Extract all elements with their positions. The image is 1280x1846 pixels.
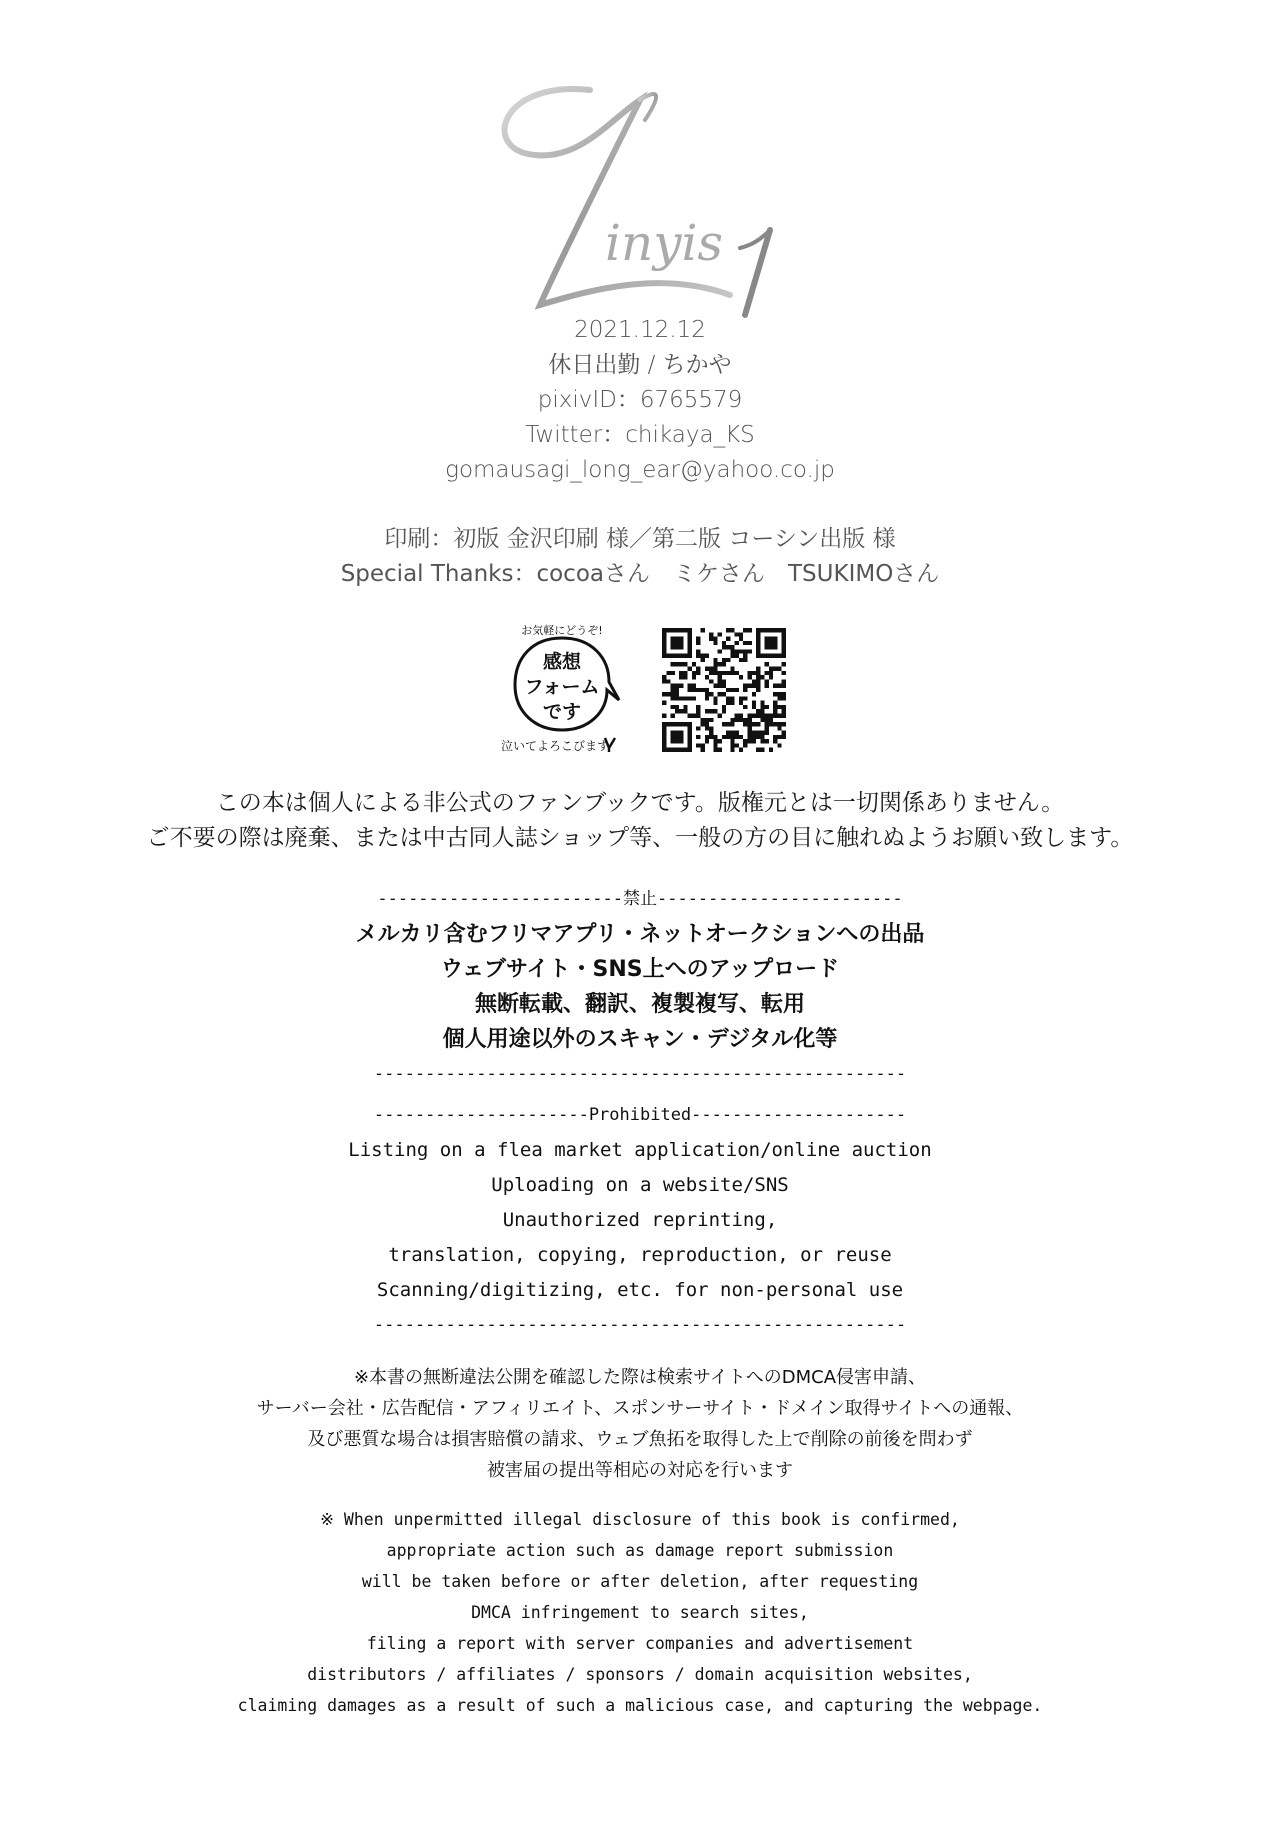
- dmca-en-line: appropriate action such as damage report submission: [386, 1541, 894, 1560]
- prohibited-en-item: Uploading on a website/SNS: [491, 1174, 789, 1196]
- dmca-en-line: distributors / affiliates / sponsors / domain acquisition websites,: [307, 1665, 973, 1684]
- twitter-handle: Twitter：chikaya_KS: [525, 422, 755, 448]
- svg-text:inyis: inyis: [605, 214, 724, 272]
- dmca-en-line: claiming damages as a result of such a malicious case, and capturing the webpage.: [237, 1696, 1043, 1715]
- prohibited-jp-footer: ----------------------------------------------------: [373, 1064, 907, 1084]
- credits: [0, 522, 1280, 592]
- prohibited-jp-header: ------------------------禁止------------------------: [377, 889, 903, 909]
- printing-credit: 印刷：初版 金沢印刷 様／第二版 コーシン出版 様: [384, 526, 896, 552]
- dmca-en-line: will be taken before or after deletion, after requesting: [361, 1572, 919, 1591]
- dmca-jp-line: 及び悪質な場合は損害賠償の請求、ウェブ魚拓を取得した上で削除の前後を問わず: [307, 1429, 973, 1450]
- badge-line-2: フォーム: [524, 676, 600, 698]
- prohibited-jp-section: [0, 882, 1280, 1092]
- publication-info: [0, 313, 1280, 488]
- special-thanks: Special Thanks：cocoaさん ミケさん TSUKIMOさん: [340, 561, 940, 587]
- email-address: gomausagi_long_ear@yahoo.co.jp: [445, 457, 835, 483]
- title-logo: [440, 60, 840, 340]
- publication-date: 2021.12.12: [574, 317, 706, 343]
- notice-line-2: ご不要の際は廃棄、または中古同人誌ショップ等、一般の方の目に触れぬようお願い致します。: [146, 825, 1134, 851]
- prohibited-en-section: [0, 1098, 1280, 1343]
- prohibited-jp-item: メルカリ含むフリマアプリ・ネットオークションへの出品: [355, 922, 925, 947]
- pixiv-id: pixivID：6765579: [537, 387, 743, 413]
- dmca-en-line: filing a report with server companies and advertisement: [366, 1634, 914, 1653]
- dmca-jp-line: 被害届の提出等相応の対応を行います: [487, 1460, 793, 1481]
- badge-line-3: です: [542, 701, 582, 723]
- feedback-form-badge: [497, 620, 627, 755]
- dmca-en-notice: [0, 1504, 1280, 1721]
- prohibited-en-header: ---------------------Prohibited---------------------: [373, 1105, 907, 1125]
- prohibited-en-item: Scanning/digitizing, etc. for non-personal use: [376, 1279, 904, 1301]
- notice-line-1: この本は個人による非公式のファンブックです。版権元とは一切関係ありません。: [215, 790, 1065, 816]
- badge-line-1: 感想: [542, 651, 582, 673]
- logo-text: Linyis 1: [440, 60, 444, 61]
- prohibited-en-item: Unauthorized reprinting,: [502, 1209, 778, 1231]
- fanbook-notice: [0, 786, 1280, 856]
- prohibited-jp-item: ウェブサイト・SNS上へのアップロード: [440, 957, 840, 982]
- dmca-jp-line: ※本書の無断違法公開を確認した際は検索サイトへのDMCA侵害申請、: [353, 1367, 927, 1388]
- dmca-jp-notice: [0, 1362, 1280, 1486]
- prohibited-en-item: translation, copying, reproduction, or reuse: [388, 1244, 892, 1266]
- badge-top-text: お気軽にどうぞ!: [521, 624, 603, 637]
- prohibited-jp-item: 個人用途以外のスキャン・デジタル化等: [442, 1027, 838, 1052]
- dmca-en-line: ※ When unpermitted illegal disclosure of this book is confirmed,: [320, 1510, 960, 1529]
- badge-bottom-text: 泣いてよろこびます: [500, 739, 610, 753]
- prohibited-en-footer: ----------------------------------------------------: [373, 1315, 907, 1335]
- dmca-jp-line: サーバー会社・広告配信・アフィリエイト、スポンサーサイト・ドメイン取得サイトへの通報、: [256, 1398, 1024, 1419]
- prohibited-jp-item: 無断転載、翻訳、複製複写、転用: [474, 992, 805, 1017]
- dmca-en-line: DMCA infringement to search sites,: [471, 1603, 809, 1622]
- circle-name: 休日出勤 / ちかや: [548, 352, 732, 378]
- qr-code-icon[interactable]: [662, 628, 786, 752]
- prohibited-en-item: Listing on a flea market application/online auction: [348, 1139, 932, 1161]
